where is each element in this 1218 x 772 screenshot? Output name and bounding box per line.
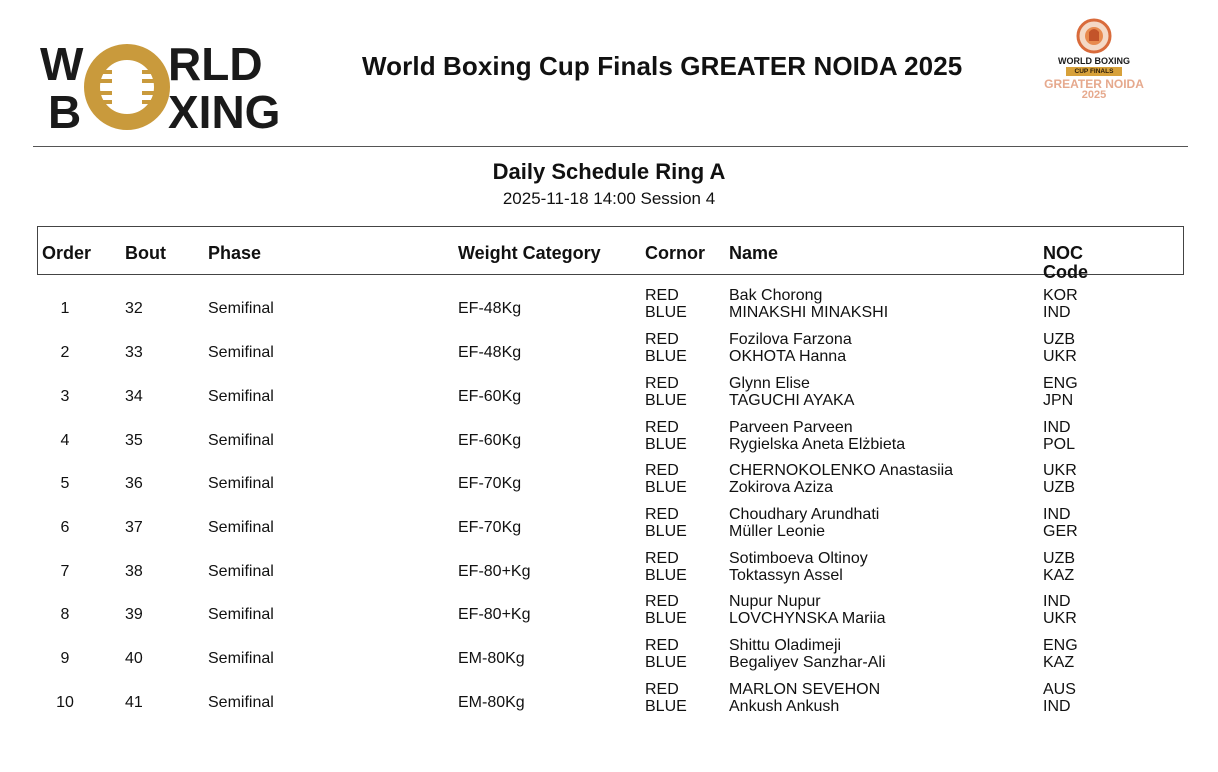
logo-text-xing: XING: [168, 86, 281, 135]
row-corner-red: RED: [645, 375, 679, 392]
row-name-red: Shittu Oladimeji: [729, 637, 842, 654]
row-phase: Semifinal: [208, 432, 274, 449]
table-row: [0, 287, 1218, 331]
row-noc-blue: IND: [1043, 698, 1071, 715]
row-noc-red: UZB: [1043, 331, 1075, 348]
logo-text-b: B: [48, 86, 82, 135]
row-corner-red: RED: [645, 593, 679, 610]
row-noc-red: UKR: [1043, 462, 1077, 479]
row-noc-red: UZB: [1043, 550, 1075, 567]
row-corner-blue: BLUE: [645, 436, 687, 453]
row-corner-red: RED: [645, 681, 679, 698]
row-noc-blue: IND: [1043, 304, 1071, 321]
row-noc-blue: UKR: [1043, 348, 1077, 365]
row-name-blue: OKHOTA Hanna: [729, 348, 847, 365]
row-weight: EF-60Kg: [458, 432, 522, 449]
row-weight: EF-80+Kg: [458, 563, 531, 580]
event-logo-line1: WORLD BOXING: [1058, 56, 1130, 66]
table-row: [0, 331, 1218, 375]
row-phase: Semifinal: [208, 388, 274, 405]
table-row: [0, 462, 1218, 506]
row-phase: Semifinal: [208, 475, 274, 492]
row-name-red: Bak Chorong: [729, 287, 823, 304]
row-corner-blue: BLUE: [645, 348, 687, 365]
row-corner-red: RED: [645, 419, 679, 436]
row-phase: Semifinal: [208, 519, 274, 536]
row-corner-blue: BLUE: [645, 304, 687, 321]
row-phase: Semifinal: [208, 344, 274, 361]
row-corner-blue: BLUE: [645, 567, 687, 584]
row-corner-red: RED: [645, 637, 679, 654]
row-weight: EM-80Kg: [458, 694, 525, 711]
row-noc-blue: UKR: [1043, 610, 1077, 627]
row-bout: 33: [125, 344, 143, 361]
row-name-red: Nupur Nupur: [729, 593, 821, 610]
row-name-red: Choudhary Arundhati: [729, 506, 880, 523]
row-bout: 40: [125, 650, 143, 667]
row-noc-blue: KAZ: [1043, 654, 1075, 671]
schedule-subtitle: 2025-11-18 14:00 Session 4: [502, 189, 716, 208]
header-name: Name: [729, 243, 779, 263]
schedule-title: Daily Schedule Ring A: [492, 159, 726, 184]
row-phase: Semifinal: [208, 650, 274, 667]
row-order: 2: [60, 344, 70, 361]
row-name-blue: MINAKSHI MINAKSHI: [729, 304, 889, 321]
logo-text-w: W: [40, 40, 84, 90]
row-bout: 32: [125, 300, 143, 317]
row-corner-blue: BLUE: [645, 698, 687, 715]
row-order: 4: [60, 432, 70, 449]
row-phase: Semifinal: [208, 694, 274, 711]
row-name-blue: Begaliyev Sanzhar-Ali: [729, 654, 886, 671]
row-order: 5: [60, 475, 70, 492]
header-phase: Phase: [208, 243, 262, 263]
row-name-blue: Ankush Ankush: [729, 698, 840, 715]
row-order: 6: [60, 519, 70, 536]
row-bout: 34: [125, 388, 143, 405]
row-corner-red: RED: [645, 462, 679, 479]
row-name-blue: Rygielska Aneta Elżbieta: [729, 436, 906, 453]
table-row: [0, 637, 1218, 681]
header-bout: Bout: [125, 243, 166, 263]
row-corner-blue: BLUE: [645, 479, 687, 496]
row-noc-red: KOR: [1043, 287, 1078, 304]
table-row: [0, 593, 1218, 637]
row-order: 7: [60, 563, 70, 580]
row-weight: EF-80+Kg: [458, 606, 531, 623]
row-corner-red: RED: [645, 550, 679, 567]
row-weight: EF-48Kg: [458, 300, 522, 317]
header-order: Order: [42, 243, 92, 263]
row-name-red: Sotimboeva Oltinoy: [729, 550, 868, 567]
row-order: 8: [60, 606, 70, 623]
row-noc-blue: JPN: [1043, 392, 1074, 409]
row-name-blue: TAGUCHI AYAKA: [729, 392, 855, 409]
logo-text-rld: RLD: [168, 40, 263, 90]
row-corner-blue: BLUE: [645, 523, 687, 540]
row-noc-blue: KAZ: [1043, 567, 1075, 584]
row-noc-blue: UZB: [1043, 479, 1075, 496]
row-order: 1: [60, 300, 70, 317]
header-divider: [33, 146, 1188, 147]
row-name-red: CHERNOKOLENKO Anastasiia: [729, 462, 954, 479]
row-bout: 39: [125, 606, 143, 623]
row-phase: Semifinal: [208, 563, 274, 580]
row-noc-red: IND: [1043, 419, 1071, 436]
table-row: [0, 550, 1218, 594]
row-noc-red: IND: [1043, 593, 1071, 610]
row-corner-red: RED: [645, 287, 679, 304]
world-boxing-logo: [40, 40, 315, 135]
row-corner-red: RED: [645, 506, 679, 523]
document-title: World Boxing Cup Finals GREATER NOIDA 2025: [362, 51, 963, 81]
row-weight: EM-80Kg: [458, 650, 525, 667]
row-noc-blue: POL: [1043, 436, 1076, 453]
row-corner-blue: BLUE: [645, 610, 687, 627]
header-corner: Cornor: [645, 243, 705, 263]
row-bout: 41: [125, 694, 143, 711]
row-name-red: MARLON SEVEHON: [729, 681, 881, 698]
row-weight: EF-70Kg: [458, 475, 522, 492]
row-order: 9: [60, 650, 70, 667]
row-weight: EF-70Kg: [458, 519, 522, 536]
row-phase: Semifinal: [208, 606, 274, 623]
table-row: [0, 419, 1218, 463]
row-phase: Semifinal: [208, 300, 274, 317]
row-order: 3: [60, 388, 70, 405]
row-name-blue: Müller Leonie: [729, 523, 826, 540]
row-corner-blue: BLUE: [645, 654, 687, 671]
row-bout: 37: [125, 519, 143, 536]
row-bout: 38: [125, 563, 143, 580]
row-noc-red: AUS: [1043, 681, 1076, 698]
table-row: [0, 375, 1218, 419]
row-name-blue: LOVCHYNSKA Mariia: [729, 610, 886, 627]
row-bout: 36: [125, 475, 143, 492]
row-corner-red: RED: [645, 331, 679, 348]
event-logo-line2: CUP FINALS: [1066, 67, 1122, 76]
row-name-red: Fozilova Farzona: [729, 331, 852, 348]
header-weight-category: Weight Category: [458, 243, 601, 263]
row-noc-blue: GER: [1043, 523, 1078, 540]
row-weight: EF-48Kg: [458, 344, 522, 361]
row-noc-red: ENG: [1043, 375, 1078, 392]
event-logo: [1036, 18, 1152, 110]
row-weight: EF-60Kg: [458, 388, 522, 405]
event-emblem-icon: [1076, 18, 1112, 54]
row-noc-red: IND: [1043, 506, 1071, 523]
row-name-red: Glynn Elise: [729, 375, 810, 392]
logo-ring-icon: [92, 52, 162, 122]
row-name-red: Parveen Parveen: [729, 419, 853, 436]
row-corner-blue: BLUE: [645, 392, 687, 409]
row-noc-red: ENG: [1043, 637, 1078, 654]
event-logo-line4: 2025: [1081, 89, 1107, 101]
table-row: [0, 506, 1218, 550]
event-logo-line3: GREATER NOIDA: [1044, 77, 1144, 91]
row-order: 10: [56, 694, 74, 711]
table-row: [0, 681, 1218, 725]
row-name-blue: Toktassyn Assel: [729, 567, 843, 584]
header-noc-line1: NOC: [1043, 243, 1083, 263]
header-noc-line2: Code: [1043, 262, 1088, 282]
row-name-blue: Zokirova Aziza: [729, 479, 834, 496]
row-bout: 35: [125, 432, 143, 449]
